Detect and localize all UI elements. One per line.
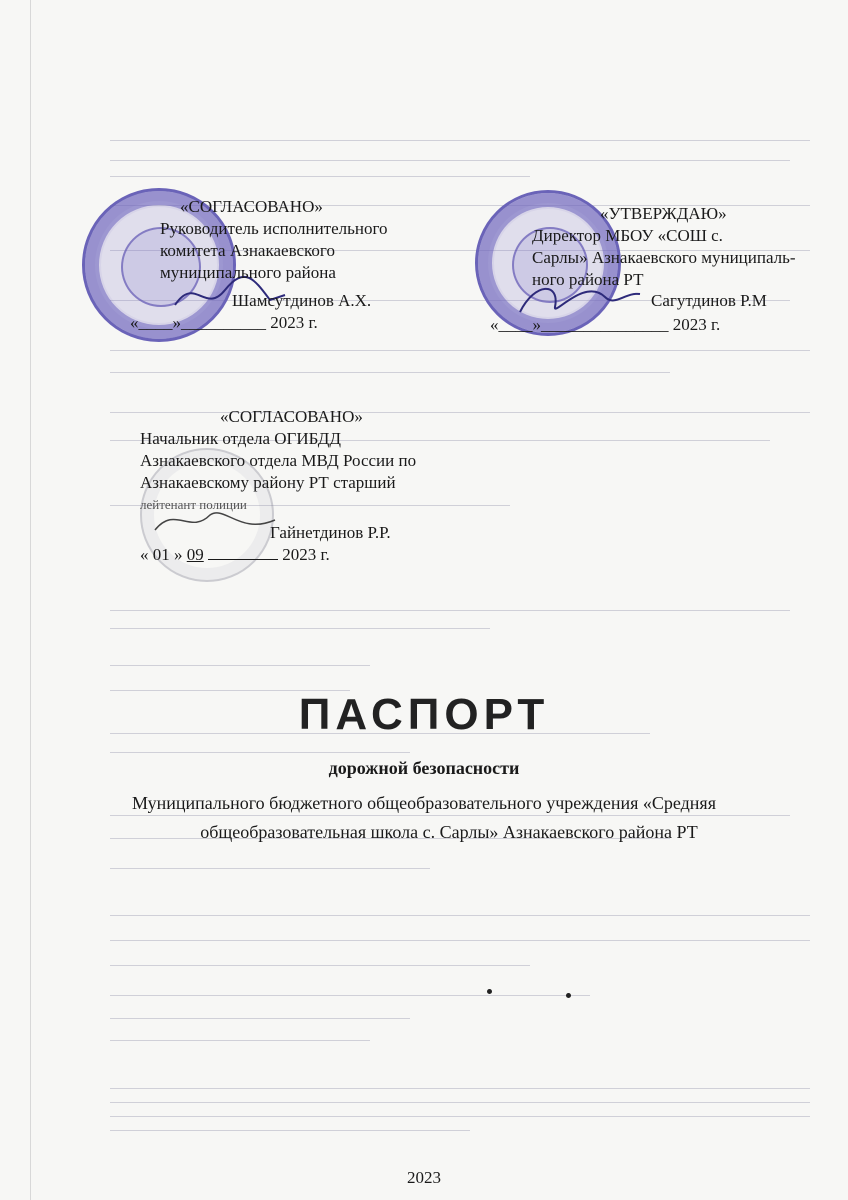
document-title: ПАСПОРТ <box>298 690 550 739</box>
page-edge-shadow <box>30 0 31 1200</box>
date-month: 09 <box>186 545 204 564</box>
scan-dot <box>566 993 571 998</box>
approval-position-line: Азнакаевскому району РТ старший <box>140 473 396 492</box>
approval-position-line: Директор МБОУ «СОШ с. <box>532 226 723 245</box>
approval-left-top <box>160 196 388 284</box>
approval-position-line: Азнакаевского отдела МВД России по <box>140 451 417 470</box>
organization-line-2: общеобразовательная школа с. Сарлы» Азнакаевского района РТ <box>200 822 698 842</box>
organization-line-1: Муниципального бюджетного общеобразовательного учреждения «Средняя <box>132 793 716 813</box>
scan-dot <box>487 989 492 994</box>
approval-heading: «УТВЕРЖДАЮ» <box>600 204 727 223</box>
approval-right-top-date: «____»_______________ 2023 г. <box>490 315 721 334</box>
approval-position-line: Сарлы» Азнакаевского муниципаль- <box>532 248 796 267</box>
approval-left-top-date: «____»__________ 2023 г. <box>130 313 318 332</box>
approval-right-top-name: Сагутдинов Р.М <box>651 291 767 310</box>
date-underline <box>208 559 278 560</box>
approval-left-bottom <box>140 406 416 516</box>
approval-heading: «СОГЛАСОВАНО» <box>180 197 323 216</box>
document-year: 2023 <box>407 1168 441 1187</box>
approval-left-bottom-name: Гайнетдинов Р.Р. <box>270 523 391 542</box>
approval-heading: «СОГЛАСОВАНО» <box>220 407 363 426</box>
approval-position-line: комитета Азнакаевского <box>160 241 335 260</box>
date-year: 2023 г. <box>282 545 330 564</box>
approval-position-line: Начальник отдела ОГИБДД <box>140 429 341 448</box>
document-subtitle: дорожной безопасности <box>328 758 520 778</box>
approval-position-line: муниципального района <box>160 263 336 282</box>
approval-position-line: ного района РТ <box>532 270 644 289</box>
approval-left-top-name: Шамсутдинов А.Х. <box>232 291 372 310</box>
approval-position-line: Руководитель исполнительного <box>160 219 388 238</box>
approval-left-bottom-date <box>140 544 330 566</box>
approval-position-line: лейтенант полиции <box>140 497 247 512</box>
date-day: « 01 » <box>140 545 183 564</box>
approval-right-top <box>532 203 796 291</box>
